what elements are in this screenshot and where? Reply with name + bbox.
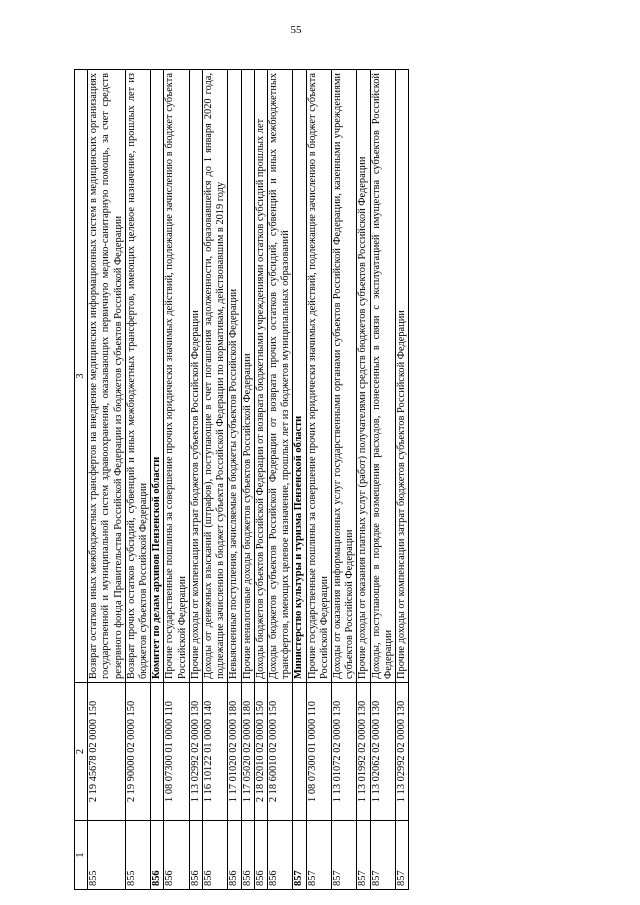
table-row	[203, 70, 228, 890]
section-header-row	[293, 70, 306, 890]
table-row	[268, 70, 293, 890]
admin-code-cell: 857	[306, 821, 331, 890]
table-row	[370, 70, 395, 890]
revenue-description-cell: Прочие государственные пошлины за совершение прочих юридически значимых действий, подлежащие зачислению в бюджет субъекта Российской Федерации	[164, 70, 189, 683]
admin-code-cell: 856	[189, 821, 202, 890]
revenue-description-cell: Доходы от денежных взысканий (штрафов), поступающие в счет погашения задолженности, образовавшейся до 1 января 2020 года, подлежащие зачислению в бюджет субъекта Российской Федерации по нормативам, действовавшим в 2019 году	[203, 70, 228, 683]
revenue-code-cell: 2 19 90000 02 0000 150	[125, 683, 150, 821]
admin-code-cell: 857	[357, 821, 370, 890]
page-number: 55	[290, 24, 302, 36]
revenue-code-cell: 1 16 10122 01 0000 140	[203, 683, 228, 821]
admin-code-cell: 856	[151, 821, 164, 890]
revenue-description-cell: Прочие доходы от оказания платных услуг (работ) получателями средств бюджетов субъектов Российской Федерации	[357, 70, 370, 683]
table-row	[306, 70, 331, 890]
admin-code-cell: 855	[88, 821, 126, 890]
admin-code-cell: 856	[241, 821, 254, 890]
table-row	[254, 70, 267, 890]
revenue-description-cell: Доходы, поступающие в порядке возмещения расходов, понесенных в связи с эксплуатацией имущества субъектов Российской Федерации	[370, 70, 395, 683]
table-row	[332, 70, 357, 890]
table-row	[88, 70, 126, 890]
revenue-code-cell: 1 08 07300 01 0000 110	[306, 683, 331, 821]
table-row	[228, 70, 241, 890]
admin-code-cell: 857	[293, 821, 306, 890]
admin-code-cell: 857	[370, 821, 395, 890]
revenue-code-cell: 1 13 01072 02 0000 130	[332, 683, 357, 821]
admin-code-cell: 856	[164, 821, 189, 890]
table-header-row	[75, 70, 88, 890]
revenue-description-cell: Министерство культуры и туризма Пензенской области	[293, 70, 306, 683]
revenue-code-cell: 1 17 05020 02 0000 180	[241, 683, 254, 821]
header-col-2: 2	[75, 683, 88, 821]
revenue-description-cell: Комитет по делам архивов Пензенской области	[151, 70, 164, 683]
header-col-3: 3	[75, 70, 88, 683]
revenue-description-cell: Доходы бюджетов субъектов Российской Федерации от возврата бюджетными учреждениями остатков субсидий прошлых лет	[254, 70, 267, 683]
rotated-table-container	[74, 70, 564, 890]
revenue-description-cell: Прочие государственные пошлины за совершение прочих юридически значимых действий, подлежащие зачислению в бюджет субъекта Российской Федерации	[306, 70, 331, 683]
table-rotation-frame	[74, 70, 564, 890]
revenue-code-cell	[293, 683, 306, 821]
admin-code-cell: 856	[254, 821, 267, 890]
revenue-codes-table	[74, 69, 409, 890]
table-row	[241, 70, 254, 890]
revenue-code-cell: 1 13 01992 02 0000 130	[357, 683, 370, 821]
admin-code-cell: 856	[228, 821, 241, 890]
revenue-description-cell: Доходы от оказания информационных услуг государственными органами субъектов Российской Федерации, казенными учреждениями субъектов Российской Федерации	[332, 70, 357, 683]
revenue-code-cell: 1 08 07300 01 0000 110	[164, 683, 189, 821]
revenue-description-cell: Возврат остатков иных межбюджетных трансфертов на внедрение медицинских информационных систем в медицинских организациях государственной и муниципальной систем здравоохранения, оказывающих первичную медико-санитарную помощь, за счет средств резервного фонда Правительства Российской Федерации из бюджетов субъектов Российской Федерации	[88, 70, 126, 683]
revenue-code-cell: 1 13 02992 02 0000 130	[189, 683, 202, 821]
revenue-code-cell: 1 17 01020 02 0000 180	[228, 683, 241, 821]
revenue-description-cell: Возврат прочих остатков субсидий, субвенций и иных межбюджетных трансфертов, имеющих целевое назначение, прошлых лет из бюджетов субъектов Российской Федерации	[125, 70, 150, 683]
admin-code-cell: 856	[203, 821, 228, 890]
revenue-code-cell	[151, 683, 164, 821]
revenue-code-cell: 2 19 45678 02 0000 150	[88, 683, 126, 821]
admin-code-cell: 855	[125, 821, 150, 890]
section-header-row	[151, 70, 164, 890]
admin-code-cell: 856	[268, 821, 293, 890]
admin-code-cell: 857	[396, 821, 409, 890]
table-row	[189, 70, 202, 890]
revenue-description-cell: Прочие доходы от компенсации затрат бюджетов субъектов Российской Федерации	[396, 70, 409, 683]
table-row	[164, 70, 189, 890]
revenue-description-cell: Доходы бюджетов субъектов Российской Федерации от возврата прочих остатков субсидий, субвенций и иных межбюджетных трансфертов, имеющих целевое назначение, прошлых лет из бюджетов муниципальных образований	[268, 70, 293, 683]
revenue-description-cell: Прочие доходы от компенсации затрат бюджетов субъектов Российской Федерации	[189, 70, 202, 683]
table-row	[396, 70, 409, 890]
revenue-code-cell: 2 18 02010 02 0000 150	[254, 683, 267, 821]
revenue-description-cell: Невыясненные поступления, зачисляемые в бюджеты субъектов Российской Федерации	[228, 70, 241, 683]
header-col-1: 1	[75, 821, 88, 890]
table-row	[125, 70, 150, 890]
revenue-code-cell: 1 13 02062 02 0000 130	[370, 683, 395, 821]
table-row	[357, 70, 370, 890]
admin-code-cell: 857	[332, 821, 357, 890]
revenue-code-cell: 1 13 02992 02 0000 130	[396, 683, 409, 821]
revenue-description-cell: Прочие неналоговые доходы бюджетов субъектов Российской Федерации	[241, 70, 254, 683]
revenue-code-cell: 2 18 60010 02 0000 150	[268, 683, 293, 821]
